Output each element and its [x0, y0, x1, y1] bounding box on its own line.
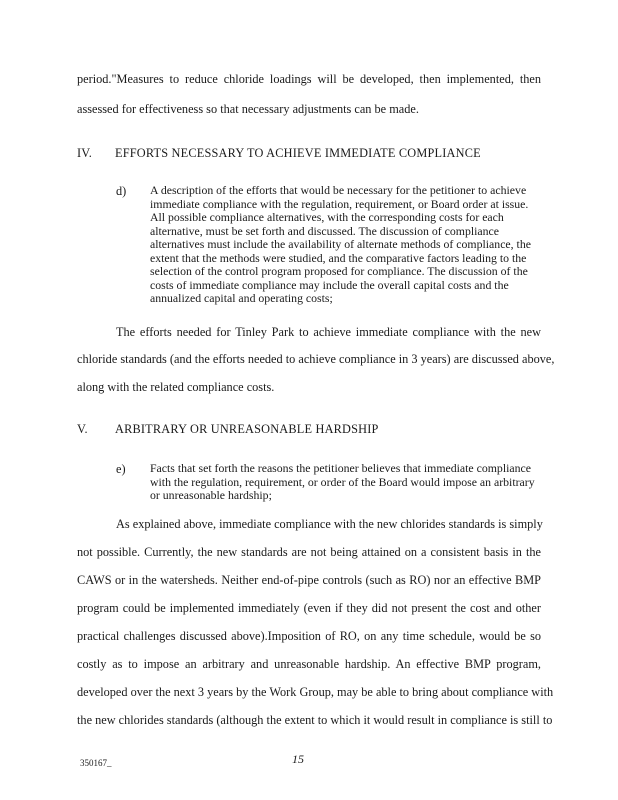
quote-label: e) [116, 462, 126, 476]
body-line: chloride standards (and the efforts needed to achieve compliance in 3 years) are discussed above, [77, 352, 555, 366]
quote-line: Facts that set forth the reasons the petitioner believes that immediate compliance [150, 461, 531, 475]
body-line: period."Measures to reduce chloride loadings will be developed, then implemented, then [77, 72, 541, 86]
quote-line: immediate compliance with the regulation, requirement, or Board order at issue. [150, 196, 529, 211]
quote-line: selection of the control program proposed for compliance. The discussion of the [150, 264, 528, 278]
quote-line: alternative, must be set forth and discussed. The discussion of compliance [150, 223, 500, 238]
document-id: 350167_ [80, 758, 112, 768]
body-line: As explained above, immediate compliance with the new chlorides standards is simply [116, 517, 543, 531]
body-line: practical challenges discussed above).Imposition of RO, on any time schedule, would be so [77, 629, 541, 643]
section-title: EFFORTS NECESSARY TO ACHIEVE IMMEDIATE COMPLIANCE [115, 146, 481, 160]
section-title: ARBITRARY OR UNREASONABLE HARDSHIP [115, 422, 379, 436]
body-line: assessed for effectiveness so that necessary adjustments can be made. [77, 102, 419, 116]
body-line: CAWS or in the watersheds. Neither end-of-pipe controls (such as RO) nor an effective BMP [77, 573, 541, 587]
quote-line: costs of immediate compliance may include the overall capital costs and the [150, 277, 509, 292]
quote-line: or unreasonable hardship; [150, 488, 272, 502]
body-line: the new chlorides standards (although the extent to which it would result in compliance is still to [77, 713, 553, 727]
body-line: not possible. Currently, the new standards are not being attained on a consistent basis in the [77, 545, 541, 559]
body-line: costly as to impose an arbitrary and unreasonable hardship. An effective BMP program, [77, 657, 541, 671]
body-line: along with the related compliance costs. [77, 380, 275, 394]
section-number: V. [77, 422, 88, 436]
body-line: program could be implemented immediately (even if they did not present the cost and other [77, 601, 541, 615]
quote-line: All possible compliance alternatives, with the corresponding costs for each [150, 210, 504, 224]
body-line: developed over the next 3 years by the Work Group, may be able to bring about compliance with [77, 685, 554, 699]
quote-line: alternatives must include the availability of alternate methods of compliance, the [150, 237, 531, 251]
section-number: IV. [77, 146, 93, 160]
page-number: 15 [292, 752, 304, 766]
quote-label: d) [116, 184, 127, 198]
quote-line: annualized capital and operating costs; [150, 291, 333, 305]
body-line: The efforts needed for Tinley Park to achieve immediate compliance with the new [116, 325, 541, 339]
quote-line: A description of the efforts that would be necessary for the petitioner to achieve [150, 183, 527, 197]
quote-line: with the regulation, requirement, or order of the Board would impose an arbitrary [150, 474, 535, 489]
quote-line: extent that the methods were studied, and the comparative factors leading to the [150, 250, 527, 265]
